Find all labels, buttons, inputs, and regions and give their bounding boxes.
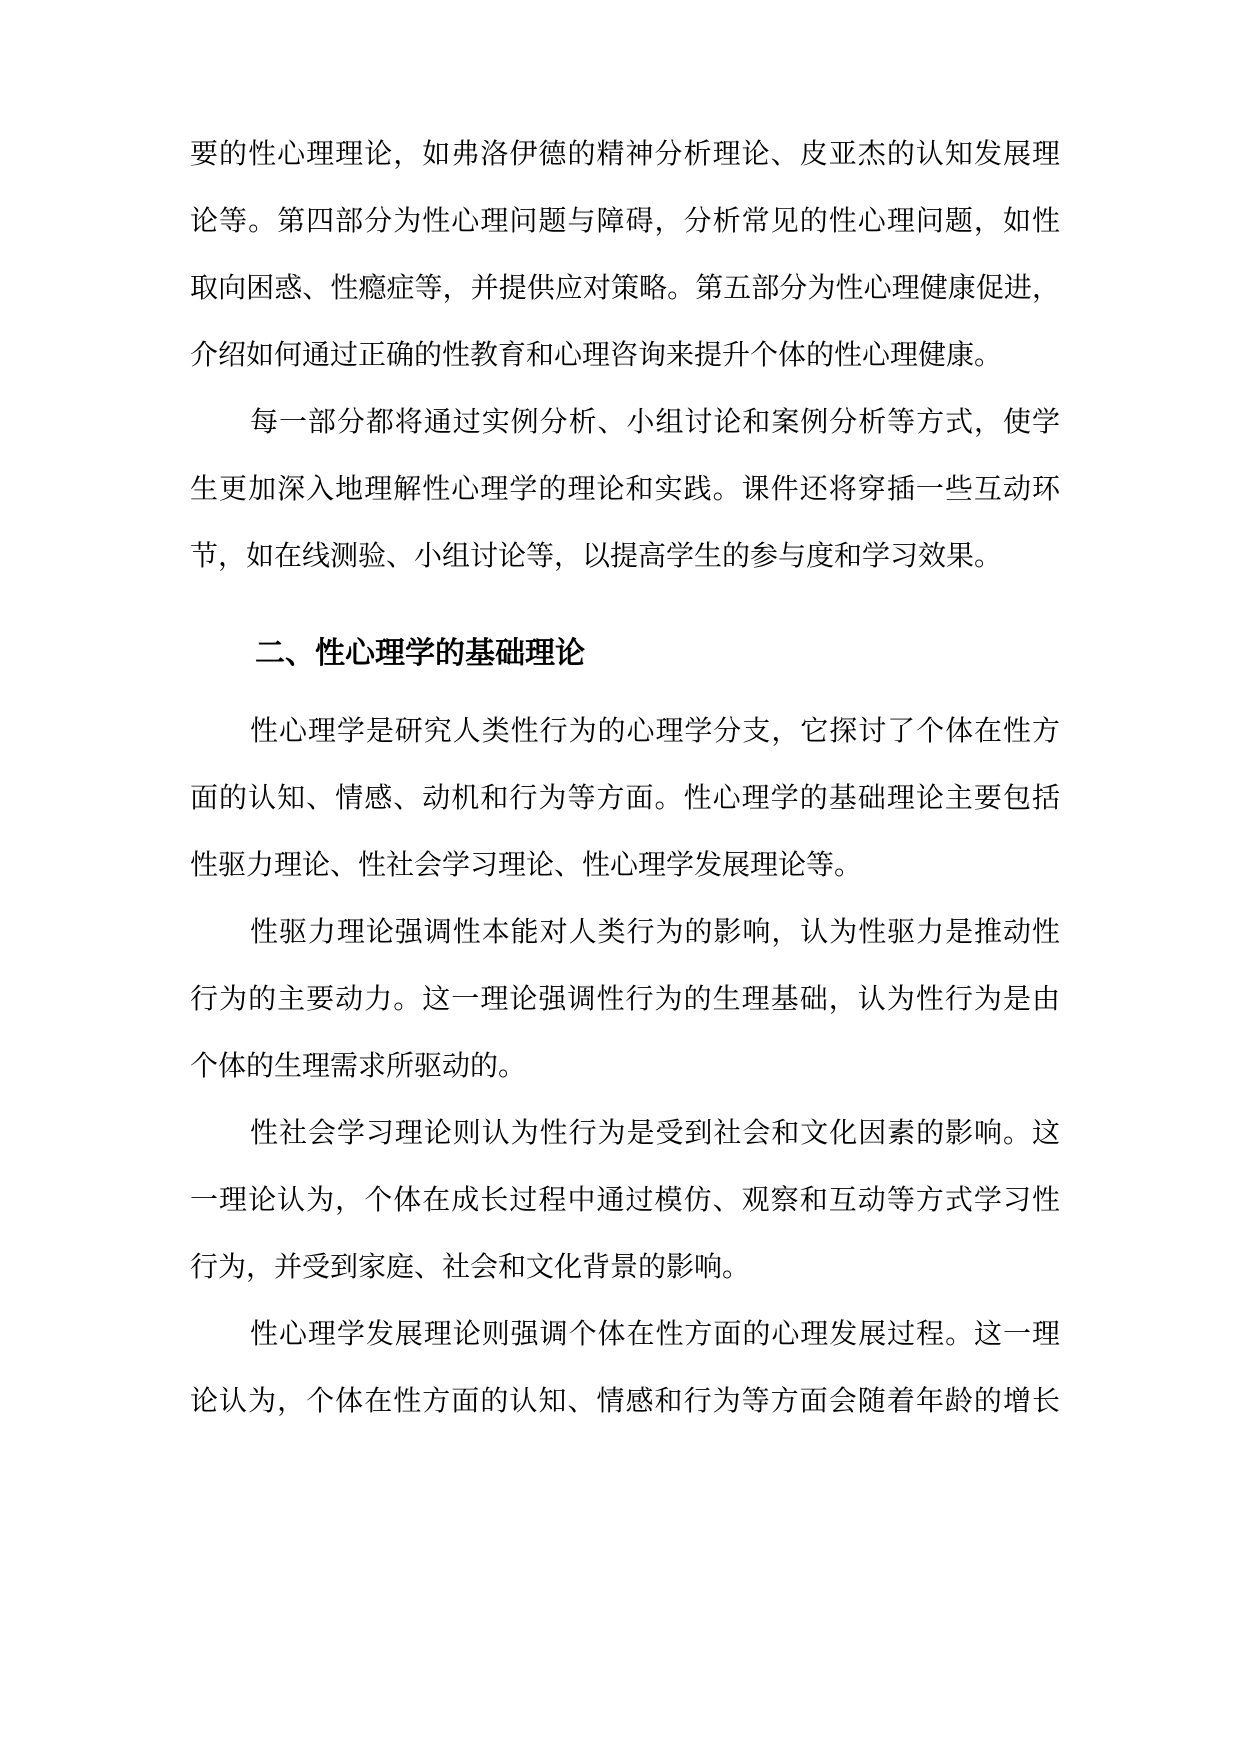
paragraph-line: 面的认知、情感、动机和行为等方面。性心理学的基础理论主要包括	[190, 781, 1060, 814]
paragraph-line: 介绍如何通过正确的性教育和心理咨询来提升个体的性心理健康。	[190, 338, 1003, 371]
paragraph-line: 性心理学发展理论则强调个体在性方面的心理发展过程。这一理	[250, 1317, 1060, 1350]
paragraph-line: 性心理学是研究人类性行为的心理学分支，它探讨了个体在性方	[250, 714, 1060, 747]
paragraph-line: 性驱力理论、性社会学习理论、性心理学发展理论等。	[190, 848, 863, 881]
paragraph-line: 行为，并受到家庭、社会和文化背景的影响。	[190, 1250, 751, 1283]
paragraph-line: 性驱力理论强调性本能对人类行为的影响，认为性驱力是推动性	[250, 915, 1060, 948]
paragraph-line: 论等。第四部分为性心理问题与障碍，分析常见的性心理问题，如性	[190, 204, 1060, 237]
paragraph-line: 每一部分都将通过实例分析、小组讨论和案例分析等方式，使学	[250, 405, 1060, 438]
paragraph-line: 个体的生理需求所驱动的。	[190, 1049, 527, 1082]
section-heading: 二、性心理学的基础理论	[255, 636, 585, 671]
paragraph-line: 一理论认为，个体在成长过程中通过模仿、观察和互动等方式学习性	[190, 1183, 1060, 1216]
paragraph-line: 要的性心理理论，如弗洛伊德的精神分析理论、皮亚杰的认知发展理	[190, 137, 1060, 170]
paragraph-line: 性社会学习理论则认为性行为是受到社会和文化因素的影响。这	[250, 1116, 1060, 1149]
paragraph-line: 节，如在线测验、小组讨论等，以提高学生的参与度和学习效果。	[190, 539, 1003, 572]
paragraph-line: 论认为，个体在性方面的认知、情感和行为等方面会随着年龄的增长	[190, 1384, 1060, 1417]
paragraph-line: 取向困惑、性瘾症等，并提供应对策略。第五部分为性心理健康促进，	[190, 271, 1060, 304]
paragraph-line: 行为的主要动力。这一理论强调性行为的生理基础，认为性行为是由	[190, 982, 1060, 1015]
paragraph-line: 生更加深入地理解性心理学的理论和实践。课件还将穿插一些互动环	[190, 472, 1060, 505]
